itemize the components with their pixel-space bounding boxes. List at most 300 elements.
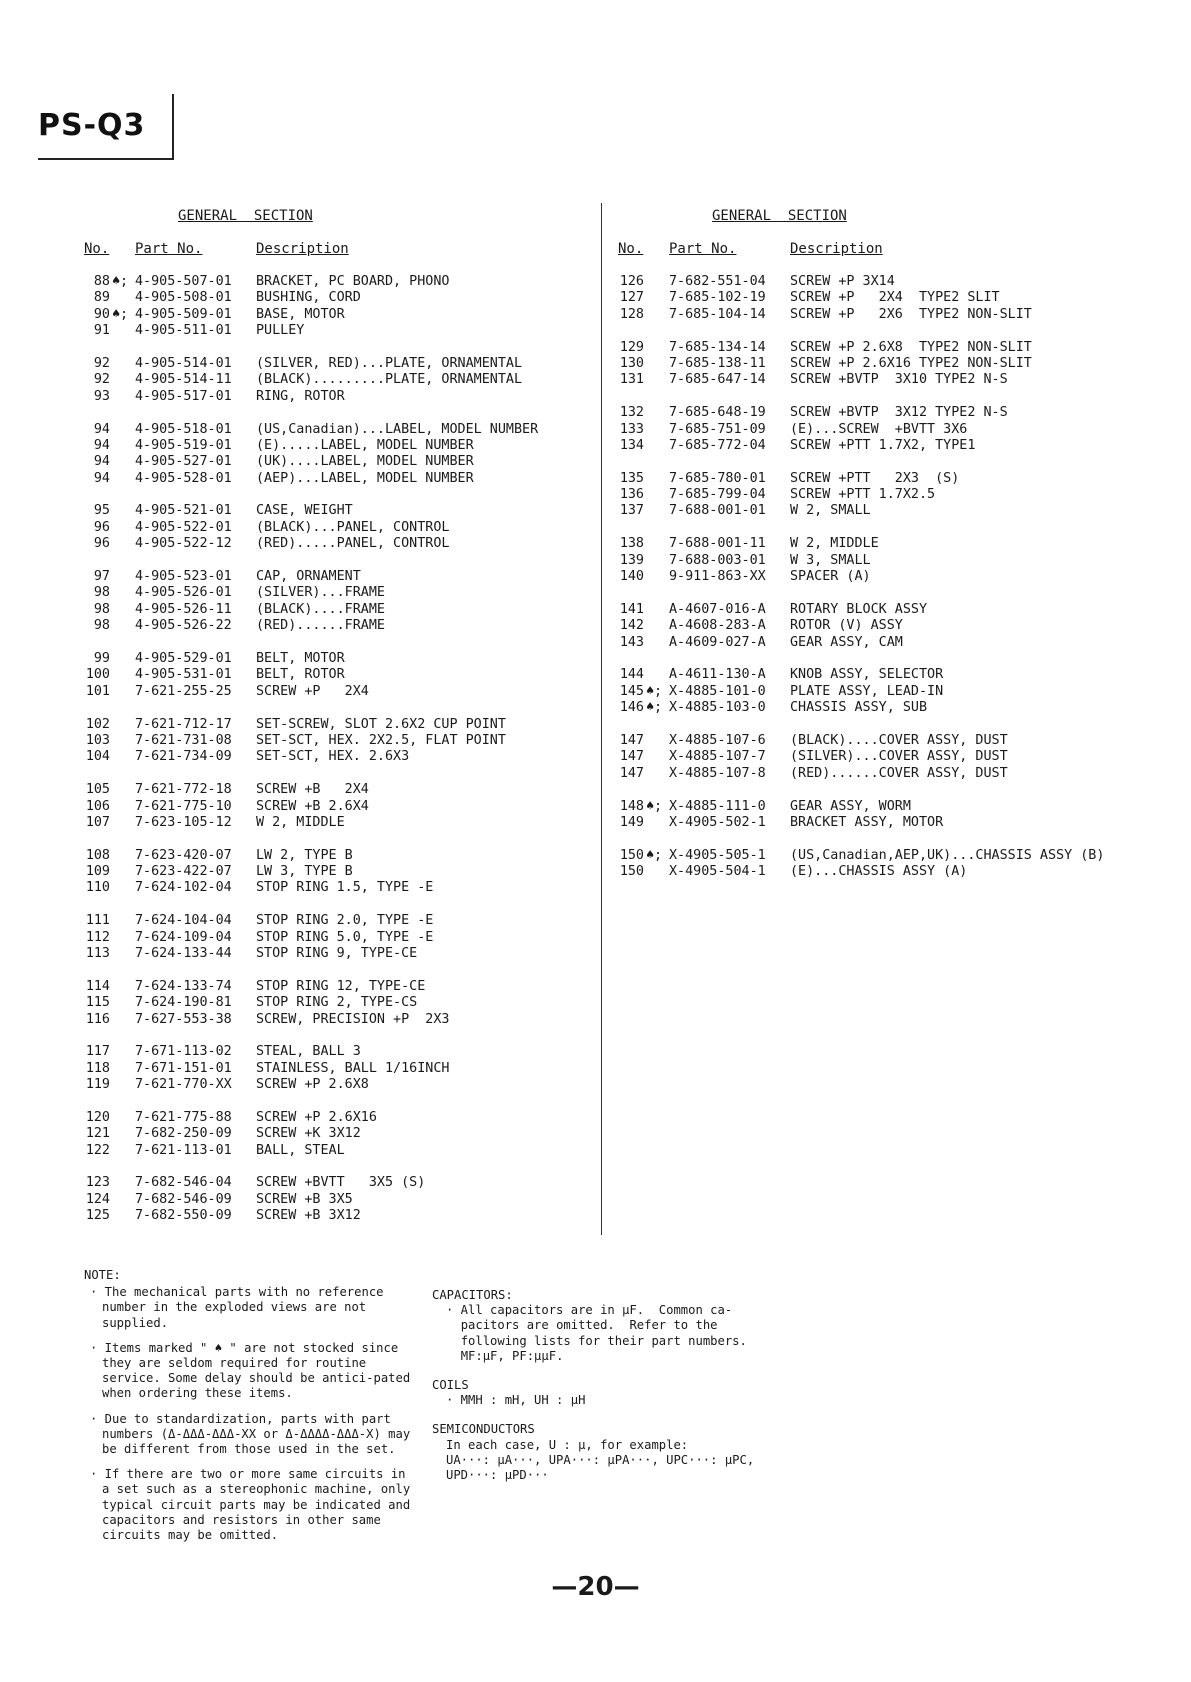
- table-row: [618, 356, 1158, 372]
- table-row: [84, 1126, 584, 1142]
- part-description: (BLACK)....FRAME: [256, 601, 385, 617]
- ref-number: 121: [85, 1126, 110, 1142]
- part-description: CHASSIS ASSY, SUB: [790, 700, 928, 716]
- notes-title: NOTE:: [84, 1268, 121, 1282]
- part-number: 4-905-518-01: [135, 421, 232, 437]
- part-number: X-4885-103-0: [669, 700, 766, 716]
- part-description: (BLACK)...PANEL, CONTROL: [256, 519, 450, 535]
- part-number: 4-905-519-01: [135, 437, 232, 453]
- part-number: 7-688-001-01: [669, 503, 766, 519]
- ref-number: 116: [85, 1011, 110, 1027]
- part-number: 7-624-133-44: [135, 946, 232, 962]
- part-description: (SILVER)...COVER ASSY, DUST: [790, 749, 1008, 765]
- part-number: A-4611-130-A: [669, 667, 766, 683]
- table-row: [618, 766, 1158, 782]
- part-description: KNOB ASSY, SELECTOR: [790, 667, 944, 683]
- part-number: 4-905-514-11: [135, 372, 232, 388]
- part-description: SCREW +P 2.6X8 TYPE2 NON-SLIT: [790, 339, 1032, 355]
- part-description: BUSHING, CORD: [256, 290, 361, 306]
- part-description: (US,Canadian,AEP,UK)...CHASSIS ASSY (B): [790, 847, 1105, 863]
- ref-number: 98: [93, 601, 110, 617]
- section-title: GENERAL SECTION: [712, 208, 847, 224]
- table-row: [618, 471, 1158, 487]
- part-description: RING, ROTOR: [256, 388, 345, 404]
- table-row: [84, 946, 584, 962]
- ref-number: 127: [619, 290, 644, 306]
- ref-number: 118: [85, 1060, 110, 1076]
- part-number: 7-685-104-14: [669, 306, 766, 322]
- table-row: [618, 667, 1158, 683]
- part-description: SCREW +B 2X4: [256, 782, 369, 798]
- table-row: [618, 815, 1158, 831]
- part-number: 7-621-734-09: [135, 749, 232, 765]
- part-number: 4-905-523-01: [135, 569, 232, 585]
- header-description: Description: [256, 241, 349, 257]
- part-number: 7-688-003-01: [669, 552, 766, 568]
- ref-number: 102: [85, 716, 110, 732]
- ref-number: 111: [85, 913, 110, 929]
- ref-number: 137: [619, 503, 644, 519]
- part-description: STOP RING 9, TYPE-CE: [256, 946, 418, 962]
- ref-number: 96: [93, 536, 110, 552]
- part-number: 7-685-648-19: [669, 405, 766, 421]
- part-description: STEAL, BALL 3: [256, 1044, 361, 1060]
- table-row: [84, 372, 584, 388]
- ref-number: 148: [619, 798, 644, 814]
- part-number: 4-905-517-01: [135, 388, 232, 404]
- part-description: SET-SCT, HEX. 2.6X3: [256, 749, 410, 765]
- table-row: [618, 635, 1158, 651]
- part-number: 7-621-113-01: [135, 1142, 232, 1158]
- part-description: SCREW +P 2X4 TYPE2 SLIT: [790, 290, 1000, 306]
- note-item: · If there are two or more same circuits in a set such as a stereophonic machine, only typical circuit parts may be indicated and capacitors and resistors in other same circuits may be omitted.: [90, 1467, 411, 1543]
- part-number: 7-621-775-10: [135, 798, 232, 814]
- part-description: SCREW +P 2.6X8: [256, 1077, 369, 1093]
- ref-number: 128: [619, 306, 644, 322]
- ref-number: 94: [93, 437, 110, 453]
- part-number: 7-623-422-07: [135, 864, 232, 880]
- table-row: [618, 618, 1158, 634]
- part-description: SCREW +PTT 1.7X2.5: [790, 487, 936, 503]
- header-no: No.: [618, 241, 644, 257]
- ref-number: 144: [619, 667, 644, 683]
- table-row: [84, 799, 584, 815]
- part-description: STOP RING 12, TYPE-CE: [256, 978, 426, 994]
- part-description: BELT, MOTOR: [256, 650, 345, 666]
- part-description: (E).....LABEL, MODEL NUMBER: [256, 437, 474, 453]
- part-description: SCREW +K 3X12: [256, 1126, 361, 1142]
- ref-number: 120: [85, 1109, 110, 1125]
- table-row: [84, 323, 584, 339]
- ref-number: 135: [619, 470, 644, 486]
- part-number: 7-624-190-81: [135, 995, 232, 1011]
- part-description: (US,Canadian)...LABEL, MODEL NUMBER: [256, 421, 539, 437]
- ref-number: 113: [85, 946, 110, 962]
- part-number: 4-905-522-01: [135, 519, 232, 535]
- table-row: [84, 667, 584, 683]
- part-number: 4-905-521-01: [135, 503, 232, 519]
- part-number: 7-685-751-09: [669, 421, 766, 437]
- table-row: [84, 1077, 584, 1093]
- part-number: 7-624-133-74: [135, 978, 232, 994]
- ref-number: 95: [93, 503, 110, 519]
- column-divider: [601, 203, 602, 1235]
- ref-number: 122: [85, 1142, 110, 1158]
- ref-number: 125: [85, 1208, 110, 1224]
- part-number: 4-905-508-01: [135, 290, 232, 306]
- table-row: [618, 290, 1158, 306]
- table-row: [618, 602, 1158, 618]
- part-number: 7-682-546-09: [135, 1191, 232, 1207]
- part-description: (RED)......FRAME: [256, 618, 385, 634]
- part-number: 4-905-528-01: [135, 470, 232, 486]
- part-number: A-4609-027-A: [669, 634, 766, 650]
- part-description: SCREW +B 2.6X4: [256, 798, 369, 814]
- part-description: (SILVER, RED)...PLATE, ORNAMENTAL: [256, 355, 523, 371]
- ref-number: 139: [619, 552, 644, 568]
- ref-number: 138: [619, 536, 644, 552]
- ref-number: 132: [619, 405, 644, 421]
- parts-rows: [84, 274, 584, 1225]
- part-description: W 3, SMALL: [790, 552, 871, 568]
- table-row: [84, 471, 584, 487]
- table-row: [84, 1192, 584, 1208]
- ref-number: 150: [619, 847, 644, 863]
- ref-number: 136: [619, 487, 644, 503]
- not-stocked-mark: ♠;: [112, 274, 129, 289]
- part-description: SCREW +PTT 1.7X2, TYPE1: [790, 437, 976, 453]
- table-row: [84, 1208, 584, 1224]
- part-number: 4-905-526-22: [135, 618, 232, 634]
- part-description: W 2, MIDDLE: [256, 814, 345, 830]
- semiconductors-text: In each case, U : μ, for example: UA···: μA···, UPA···: μPA···, UPC···: μPC, UPD···: μPD···: [446, 1437, 755, 1483]
- ref-number: 91: [93, 323, 110, 339]
- part-description: (RED)......COVER ASSY, DUST: [790, 765, 1008, 781]
- table-row: [618, 438, 1158, 454]
- part-number: 7-624-104-04: [135, 913, 232, 929]
- ref-number: 146: [619, 700, 644, 716]
- ref-number: 117: [85, 1044, 110, 1060]
- not-stocked-mark: ♠;: [646, 847, 663, 863]
- part-number: 7-671-113-02: [135, 1044, 232, 1060]
- part-description: (AEP)...LABEL, MODEL NUMBER: [256, 470, 474, 486]
- part-number: 7-623-420-07: [135, 847, 232, 863]
- part-description: SCREW +BVTT 3X5 (S): [256, 1175, 426, 1191]
- ref-number: 109: [85, 864, 110, 880]
- part-number: A-4607-016-A: [669, 601, 766, 617]
- ref-number: 134: [619, 437, 644, 453]
- part-number: 7-671-151-01: [135, 1060, 232, 1076]
- part-number: 7-624-102-04: [135, 880, 232, 896]
- part-description: SCREW +PTT 2X3 (S): [790, 470, 960, 486]
- ref-number: 143: [619, 634, 644, 650]
- part-description: SCREW +BVTP 3X10 TYPE2 N-S: [790, 372, 1008, 388]
- table-row: [84, 684, 584, 700]
- table-row: [84, 717, 584, 733]
- part-description: BELT, ROTOR: [256, 667, 345, 683]
- table-row: [618, 487, 1158, 503]
- ref-number: 140: [619, 569, 644, 585]
- ref-number: 130: [619, 355, 644, 371]
- part-description: LW 2, TYPE B: [256, 847, 353, 863]
- part-description: W 2, MIDDLE: [790, 536, 879, 552]
- not-stocked-mark: ♠;: [646, 700, 663, 716]
- ref-number: 108: [85, 847, 110, 863]
- part-number: 7-682-551-04: [669, 274, 766, 289]
- ref-number: 96: [93, 519, 110, 535]
- part-description: BRACKET ASSY, MOTOR: [790, 814, 944, 830]
- part-description: CASE, WEIGHT: [256, 503, 353, 519]
- part-description: ROTOR (V) ASSY: [790, 618, 903, 634]
- ref-number: 106: [85, 798, 110, 814]
- table-row: [84, 585, 584, 601]
- table-row: [84, 569, 584, 585]
- column-headers: [84, 241, 584, 259]
- part-number: 7-685-799-04: [669, 487, 766, 503]
- ref-number: 92: [93, 372, 110, 388]
- ref-number: 94: [93, 454, 110, 470]
- ref-number: 141: [619, 601, 644, 617]
- part-number: 7-682-250-09: [135, 1126, 232, 1142]
- ref-number: 110: [85, 880, 110, 896]
- table-row: [84, 1061, 584, 1077]
- ref-number: 150: [619, 864, 644, 880]
- part-number: 7-624-109-04: [135, 929, 232, 945]
- part-description: W 2, SMALL: [790, 503, 871, 519]
- ref-number: 90: [93, 306, 110, 322]
- table-row: [84, 1175, 584, 1191]
- table-row: [618, 422, 1158, 438]
- coils-title: COILS: [432, 1378, 469, 1393]
- semiconductors-title: SEMICONDUCTORS: [432, 1422, 535, 1437]
- part-description: STOP RING 2, TYPE-CS: [256, 995, 418, 1011]
- part-description: STOP RING 1.5, TYPE -E: [256, 880, 434, 896]
- capacitors-text: · All capacitors are in μF. Common ca- pacitors are omitted. Refer to the following lists for their part numbers. MF:μF, PF:μμF.: [446, 1303, 747, 1363]
- ref-number: 101: [85, 683, 110, 699]
- part-description: GEAR ASSY, CAM: [790, 634, 903, 650]
- table-row: [84, 930, 584, 946]
- unit-legend: [432, 1288, 792, 1483]
- column-headers: [618, 241, 1158, 259]
- part-description: STOP RING 5.0, TYPE -E: [256, 929, 434, 945]
- ref-number: 129: [619, 339, 644, 355]
- part-number: 4-905-529-01: [135, 650, 232, 666]
- part-number: 4-905-526-11: [135, 601, 232, 617]
- part-number: 4-905-531-01: [135, 667, 232, 683]
- model-name: PS-Q3: [38, 108, 146, 143]
- table-row: [84, 1012, 584, 1028]
- table-row: [618, 733, 1158, 749]
- table-row: [618, 848, 1158, 864]
- ref-number: 142: [619, 618, 644, 634]
- part-description: (SILVER)...FRAME: [256, 585, 385, 601]
- ref-number: 145: [619, 683, 644, 699]
- ref-number: 147: [619, 765, 644, 781]
- ref-number: 98: [93, 585, 110, 601]
- part-description: SCREW, PRECISION +P 2X3: [256, 1011, 450, 1027]
- ref-number: 115: [85, 995, 110, 1011]
- table-row: [84, 880, 584, 896]
- part-number: 4-905-527-01: [135, 454, 232, 470]
- part-description: SCREW +BVTP 3X12 TYPE2 N-S: [790, 405, 1008, 421]
- table-row: [618, 536, 1158, 552]
- part-number: 7-621-255-25: [135, 683, 232, 699]
- part-number: 7-621-772-18: [135, 782, 232, 798]
- part-number: X-4905-504-1: [669, 864, 766, 880]
- part-number: 4-905-507-01: [135, 274, 232, 289]
- part-number: X-4885-111-0: [669, 798, 766, 814]
- ref-number: 93: [93, 388, 110, 404]
- part-description: SET-SCREW, SLOT 2.6X2 CUP POINT: [256, 716, 506, 732]
- coils-text: · MMH : mH, UH : μH: [446, 1393, 586, 1408]
- table-row: [618, 274, 1158, 290]
- ref-number: 133: [619, 421, 644, 437]
- capacitors-title: CAPACITORS:: [432, 1288, 513, 1302]
- ref-number: 114: [85, 978, 110, 994]
- table-row: [84, 536, 584, 552]
- part-number: 7-623-105-12: [135, 814, 232, 830]
- ref-number: 99: [93, 650, 110, 666]
- not-stocked-mark: ♠;: [646, 798, 663, 814]
- ref-number: 97: [93, 569, 110, 585]
- table-row: [618, 340, 1158, 356]
- part-number: 7-682-546-04: [135, 1175, 232, 1191]
- ref-number: 89: [93, 290, 110, 306]
- header-no: No.: [84, 241, 110, 257]
- ref-number: 94: [93, 470, 110, 486]
- part-description: PULLEY: [256, 323, 305, 339]
- ref-number: 98: [93, 618, 110, 634]
- note-item: · Due to standardization, parts with part numbers (Δ-ΔΔΔ-ΔΔΔ-XX or Δ-ΔΔΔΔ-ΔΔΔ-X) may be different from those used in the set.: [90, 1411, 411, 1457]
- ref-number: 103: [85, 732, 110, 748]
- part-number: X-4905-505-1: [669, 847, 766, 863]
- ref-number: 105: [85, 782, 110, 798]
- table-row: [84, 815, 584, 831]
- table-row: [84, 618, 584, 634]
- table-row: [84, 979, 584, 995]
- part-number: X-4885-107-7: [669, 749, 766, 765]
- section-title: GENERAL SECTION: [178, 208, 313, 224]
- table-row: [84, 782, 584, 798]
- part-number: A-4608-283-A: [669, 618, 766, 634]
- ref-number: 124: [85, 1191, 110, 1207]
- part-description: SCREW +B 3X12: [256, 1208, 361, 1224]
- part-description: ROTARY BLOCK ASSY: [790, 601, 928, 617]
- part-description: (E)...SCREW +BVTT 3X6: [790, 421, 968, 437]
- table-row: [84, 454, 584, 470]
- part-number: 4-905-522-12: [135, 536, 232, 552]
- part-number: 4-905-526-01: [135, 585, 232, 601]
- part-number: 7-688-001-11: [669, 536, 766, 552]
- part-number: X-4885-107-6: [669, 732, 766, 748]
- ref-number: 107: [85, 814, 110, 830]
- part-number: 7-685-772-04: [669, 437, 766, 453]
- part-description: (UK)....LABEL, MODEL NUMBER: [256, 454, 474, 470]
- part-description: SET-SCT, HEX. 2X2.5, FLAT POINT: [256, 732, 506, 748]
- part-number: X-4905-502-1: [669, 814, 766, 830]
- table-row: [84, 864, 584, 880]
- not-stocked-mark: ♠;: [112, 306, 129, 322]
- part-number: 7-685-647-14: [669, 372, 766, 388]
- table-row: [618, 864, 1158, 880]
- part-description: BALL, STEAL: [256, 1142, 345, 1158]
- table-row: [84, 356, 584, 372]
- ref-number: 94: [93, 421, 110, 437]
- header-description: Description: [790, 241, 883, 257]
- part-number: 7-685-134-14: [669, 339, 766, 355]
- part-description: CAP, ORNAMENT: [256, 569, 361, 585]
- table-row: [84, 848, 584, 864]
- ref-number: 100: [85, 667, 110, 683]
- table-row: [84, 913, 584, 929]
- table-row: [618, 569, 1158, 585]
- table-row: [84, 307, 584, 323]
- header-part-no: Part No.: [135, 241, 203, 257]
- table-row: [84, 651, 584, 667]
- table-row: [84, 1110, 584, 1126]
- part-number: 7-685-102-19: [669, 290, 766, 306]
- part-description: PLATE ASSY, LEAD-IN: [790, 683, 944, 699]
- table-row: [84, 503, 584, 519]
- table-row: [84, 274, 584, 290]
- part-description: (BLACK).........PLATE, ORNAMENTAL: [256, 372, 523, 388]
- ref-number: 88: [93, 274, 110, 289]
- part-number: 4-905-509-01: [135, 306, 232, 322]
- table-row: [618, 799, 1158, 815]
- part-description: SCREW +P 3X14: [790, 274, 895, 289]
- table-row: [618, 553, 1158, 569]
- ref-number: 123: [85, 1175, 110, 1191]
- table-row: [84, 733, 584, 749]
- ref-number: 92: [93, 355, 110, 371]
- table-row: [84, 389, 584, 405]
- part-description: STOP RING 2.0, TYPE -E: [256, 913, 434, 929]
- table-row: [618, 372, 1158, 388]
- table-row: [84, 749, 584, 765]
- table-row: [84, 1044, 584, 1060]
- part-description: SCREW +P 2.6X16: [256, 1109, 377, 1125]
- part-number: 7-621-731-08: [135, 732, 232, 748]
- notes-block: [84, 1268, 414, 1553]
- table-row: [84, 422, 584, 438]
- part-description: SPACER (A): [790, 569, 871, 585]
- model-rule-horizontal: [38, 158, 174, 160]
- note-item: · The mechanical parts with no reference number in the exploded views are not supplied.: [90, 1285, 384, 1330]
- table-row: [84, 995, 584, 1011]
- part-number: 9-911-863-XX: [669, 569, 766, 585]
- part-description: SCREW +B 3X5: [256, 1191, 353, 1207]
- part-number: 7-685-780-01: [669, 470, 766, 486]
- page-number: —20—: [551, 1572, 640, 1602]
- parts-rows: [618, 274, 1158, 880]
- header-part-no: Part No.: [669, 241, 737, 257]
- part-description: SCREW +P 2X6 TYPE2 NON-SLIT: [790, 306, 1032, 322]
- part-description: SCREW +P 2.6X16 TYPE2 NON-SLIT: [790, 355, 1032, 371]
- part-description: STAINLESS, BALL 1/16INCH: [256, 1060, 450, 1076]
- part-number: 4-905-514-01: [135, 355, 232, 371]
- ref-number: 147: [619, 749, 644, 765]
- part-description: (RED).....PANEL, CONTROL: [256, 536, 450, 552]
- part-number: 7-627-553-38: [135, 1011, 232, 1027]
- part-number: 7-621-712-17: [135, 716, 232, 732]
- part-number: 7-682-550-09: [135, 1208, 232, 1224]
- ref-number: 147: [619, 732, 644, 748]
- table-row: [618, 700, 1158, 716]
- table-row: [84, 1143, 584, 1159]
- table-row: [618, 684, 1158, 700]
- part-description: (E)...CHASSIS ASSY (A): [790, 864, 968, 880]
- ref-number: 126: [619, 274, 644, 289]
